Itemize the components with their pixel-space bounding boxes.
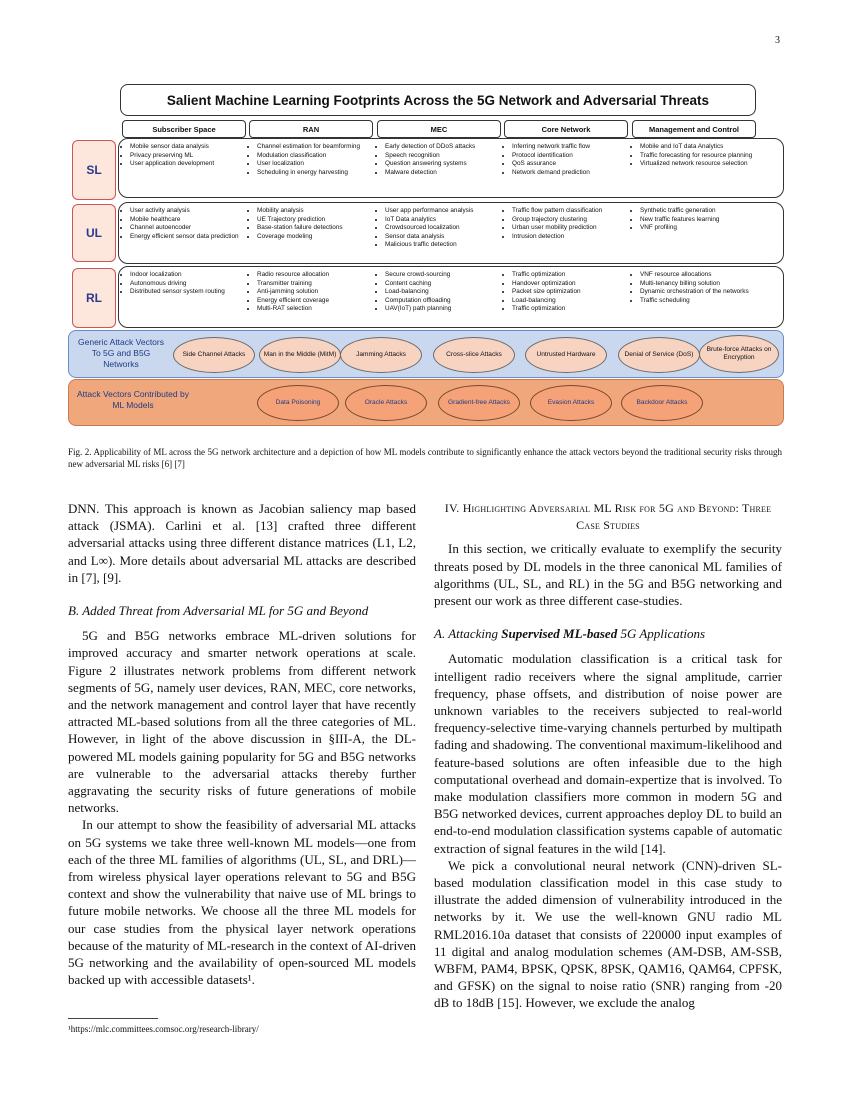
attack-oval: Oracle Attacks — [345, 385, 427, 421]
paragraph: In our attempt to show the feasibility of adversarial ML attacks on 5G systems we take three well-known ML models—one from each of the three ML families of algorithms (UL, SL, and DRL)—from wireless physical layer operations relevant to 5G and B5G context and show the vulnerability that naive use of ML brings to future mobile networks. We choose all the three ML models for our case studies from the physical layer network operations because of the maturity of ML-research in the context of AI-driven 5G networking and the availability of open-sourced ML models backed up with accessible datasets¹. — [68, 817, 416, 988]
cell-list: • VNF resource allocations • Multi-tenancy billing solution • Dynamic orchestration of the networks • Traffic scheduling — [631, 271, 779, 305]
cell-list: • Mobile and IoT data Analytics • Traffic forecasting for resource planning • Virtualized network resource selection — [631, 143, 779, 169]
column-header-mec: MEC — [377, 120, 501, 138]
attack-oval: Jamming Attacks — [340, 337, 422, 373]
attack-oval: Gradient-free Attacks — [438, 385, 520, 421]
row-label-ul: UL — [72, 204, 116, 262]
subsection-bold: Supervised ML-based — [501, 626, 618, 642]
attack-oval: Side Channel Attacks — [173, 337, 255, 373]
column-header-ran: RAN — [249, 120, 373, 138]
cell-list: • Mobile sensor data analysis • Privacy preserving ML • User application development — [121, 143, 245, 169]
cell-list: • Mobility analysis • UE Trajectory prediction • Base-station failure detections • Coverage modeling — [248, 207, 372, 241]
paragraph: We pick a convolutional neural network (CNN)-driven SL-based modulation classification model in this case study to illustrate the added dimension of vulnerability introduced in the networks by it. We use the well-known GNU radio ML RML2016.10a dataset that consists of 220000 input examples of 11 digital and analog modulation schemes (AM-DSB, AM-SSB, WBFM, PAM4, BPSK, QPSK, 8PSK, QAM16, QAM64, CPFSK, and GFSK) on the signal to noise ratio (SNR) ranging from -20 dB to 18dB [15]. However, we exclude the analog — [434, 857, 782, 1011]
subsection-suffix: 5G Applications — [617, 626, 706, 642]
cell-list: • Early detection of DDoS attacks • Speech recognition • Question answering systems • Malware detection — [376, 143, 500, 177]
figure-caption: Fig. 2. Applicability of ML across the 5G network architecture and a depiction of how ML models contribute to significantly enhance the attack vectors beyond the traditional security risks through new adversarial ML risks [6] [7] — [68, 447, 782, 469]
row-box-ul — [118, 202, 784, 264]
cell-list: • Radio resource allocation • Transmitter training • Anti-jamming solution • Energy efficient coverage • Multi-RAT selection — [248, 271, 372, 314]
attack-oval: Brute-force Attacks on Encryption — [699, 335, 779, 373]
footnote: ¹https://mlc.committees.comsoc.org/research-library/ — [68, 1024, 259, 1034]
cell-list: • User activity analysis • Mobile healthcare • Channel autoencoder • Energy efficient sensor data prediction — [121, 207, 245, 241]
section-heading: IV. Highlighting Adversarial ML Risk for 5G and Beyond: Three Case Studies — [444, 501, 772, 533]
attack-oval: Cross-slice Attacks — [433, 337, 515, 373]
figure-title: Salient Machine Learning Footprints Across the 5G Network and Adversarial Threats — [120, 84, 756, 116]
generic-attack-band — [68, 330, 784, 378]
left-column — [68, 500, 416, 988]
paragraph: 5G and B5G networks embrace ML-driven solutions for improved accuracy and smarter network operations at scale. Figure 2 illustrates network problems from different network segments of 5G, namely user devices, RAN, MEC, core networks, and the network management and control layer that have recently attracted ML-based solutions from all the three categories of ML. However, in light of the above discussion in §III-A, the DL-powered ML models gaining popularity for 5G and B5G networks are vulnerable to the adversarial attacks thereby further aggravating the security risks of future generations of mobile networks. — [68, 628, 416, 816]
subsection-prefix: A. Attacking — [434, 626, 502, 642]
column-header-core: Core Network — [504, 120, 628, 138]
cell-list: • Synthetic traffic generation • New traffic features learning • VNF profiling — [631, 207, 779, 233]
subsection-heading — [434, 625, 782, 642]
cell-list: • Traffic optimization • Handover optimization • Packet size optimization • Load-balancing • Traffic optimization — [503, 271, 627, 314]
generic-attack-label: Generic Attack Vectors To 5G and B5G Networks — [78, 337, 164, 369]
attack-oval: Untrusted Hardware — [525, 337, 607, 373]
figure-2 — [68, 82, 782, 440]
cell-list: • Channel estimation for beamforming • Modulation classification • User localization • Scheduling in energy harvesting — [248, 143, 372, 177]
attack-oval: Evasion Attacks — [530, 385, 612, 421]
attack-oval: Denial of Service (DoS) — [618, 337, 700, 373]
column-header-subscriber: Subscriber Space — [122, 120, 246, 138]
cell-list: • Traffic flow pattern classification • Group trajectory clustering • Urban user mobility prediction • Intrusion detection — [503, 207, 627, 241]
right-column — [434, 500, 782, 1012]
cell-list: • Inferring network traffic flow • Protocol identification • QoS assurance • Network demand prediction — [503, 143, 627, 177]
page-number: 3 — [775, 35, 780, 46]
row-label-rl: RL — [72, 268, 116, 328]
ml-attack-label: Attack Vectors Contributed by ML Models — [77, 389, 189, 410]
column-header-management: Management and Control — [632, 120, 756, 138]
row-label-sl: SL — [72, 140, 116, 200]
cell-list: • Indoor localization • Autonomous driving • Distributed sensor system routing — [121, 271, 245, 297]
ml-attack-band — [68, 379, 784, 426]
attack-oval: Backdoor Attacks — [621, 385, 703, 421]
subsection-heading: B. Added Threat from Adversarial ML for 5G and Beyond — [68, 603, 369, 619]
row-box-sl — [118, 138, 784, 198]
paragraph: Automatic modulation classification is a critical task for intelligent radio receivers where the signal amplitude, carrier frequency, phase offsets, and distribution of noise power are unknown variables to the receivers subjected to real-world frequency-selective time-varying channels perturbed by multipath fading and shadowing. The conventional maximum-likelihood and feature-based solutions are often infeasible due to the high computational overhead and domain-expertize that is involved. To make modulation classifiers more common in modern 5G and B5G networked devices, current approaches deploy DL to build an end-to-end modulation classification systems capable of automatic extraction of signal features in the wild [14]. — [434, 651, 782, 856]
paragraph: DNN. This approach is known as Jacobian saliency map based attack (JSMA). Carlini et al. [13] crafted three different adversarial attacks using three different distance matrices (L1, L2, and L∞). More details about adversarial ML attacks are described in [7], [9]. — [68, 501, 416, 585]
row-box-rl — [118, 266, 784, 328]
footnote-rule — [68, 1018, 158, 1019]
cell-list: • User app performance analysis • IoT Data analytics • Crowdsourced localization • Sensor data analysis • Malicious traffic detection — [376, 207, 500, 250]
cell-list: • Secure crowd-sourcing • Content caching • Load-balancing • Computation offloading • UAV(IoT) path planning — [376, 271, 500, 314]
attack-oval: Man in the Middle (MitM) — [259, 337, 341, 373]
attack-oval: Data Poisoning — [257, 385, 339, 421]
paragraph: In this section, we critically evaluate to exemplify the security threats posed by DL models in the three canonical ML families of algorithms (UL, SL, and RL) in the 5G and B5G networking and present our work as three different case-studies. — [434, 541, 782, 609]
